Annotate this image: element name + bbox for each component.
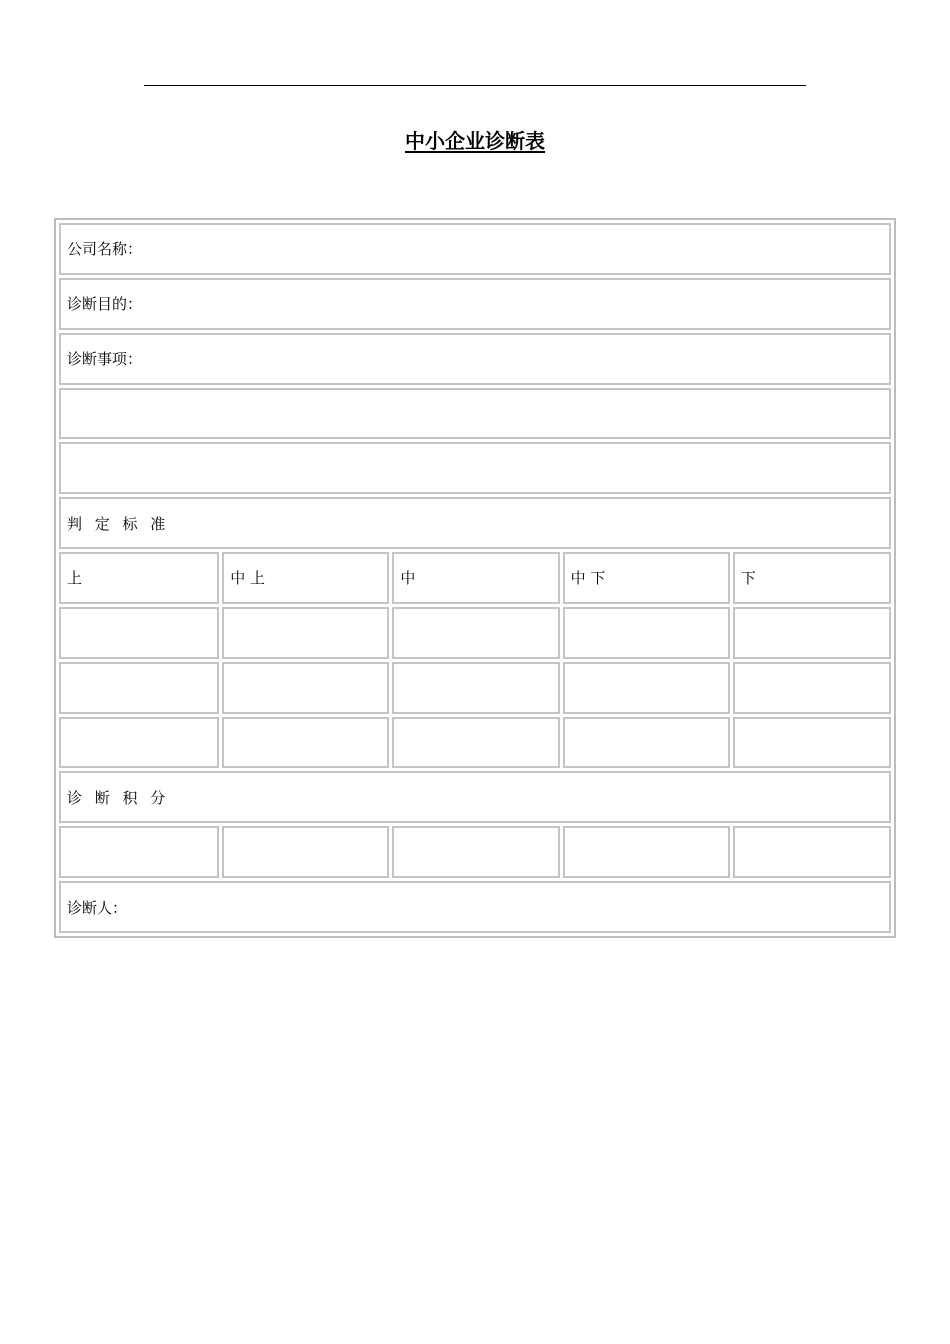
criteria-entry-row: [59, 662, 891, 714]
criteria-cell[interactable]: [392, 662, 559, 714]
criteria-level-middle: 中: [392, 552, 559, 604]
criteria-levels-row: [59, 552, 891, 604]
score-cell[interactable]: [733, 826, 891, 878]
diagnostician-field[interactable]: [59, 881, 891, 933]
purpose-field[interactable]: [59, 278, 891, 330]
criteria-entry-row: [59, 717, 891, 769]
items-field[interactable]: [59, 333, 891, 385]
criteria-level-upper-middle: 中 上: [222, 552, 389, 604]
criteria-entry-row: [59, 607, 891, 659]
blank-field[interactable]: [59, 388, 891, 440]
criteria-level-upper: 上: [59, 552, 219, 604]
criteria-cell[interactable]: [563, 607, 730, 659]
criteria-cell[interactable]: [733, 717, 891, 769]
items-label: 诊断事项：: [67, 350, 143, 369]
form-row-purpose: [59, 278, 891, 330]
company-name-field[interactable]: [59, 223, 891, 275]
form-row-criteria-header: [59, 497, 891, 549]
form-row-items: [59, 333, 891, 385]
score-cell[interactable]: [222, 826, 389, 878]
company-name-label: 公司名称：: [67, 240, 143, 259]
criteria-cell[interactable]: [733, 607, 891, 659]
criteria-level-lower: 下: [733, 552, 891, 604]
purpose-label: 诊断目的：: [67, 295, 143, 314]
score-entry-row: [59, 826, 891, 878]
criteria-cell[interactable]: [392, 607, 559, 659]
criteria-cell[interactable]: [222, 662, 389, 714]
criteria-cell[interactable]: [392, 717, 559, 769]
criteria-cell[interactable]: [563, 662, 730, 714]
criteria-cell[interactable]: [222, 607, 389, 659]
criteria-cell[interactable]: [59, 717, 219, 769]
document-title: 中小企业诊断表: [405, 129, 545, 153]
score-label: 诊 断 积 分: [59, 771, 891, 823]
blank-field[interactable]: [59, 442, 891, 494]
criteria-cell[interactable]: [59, 607, 219, 659]
score-cell[interactable]: [392, 826, 559, 878]
criteria-cell[interactable]: [563, 717, 730, 769]
score-cell[interactable]: [563, 826, 730, 878]
header-rule: [144, 85, 806, 86]
criteria-level-lower-middle: 中 下: [563, 552, 730, 604]
criteria-cell[interactable]: [59, 662, 219, 714]
criteria-label: 判 定 标 准: [59, 497, 891, 549]
criteria-cell[interactable]: [733, 662, 891, 714]
form-row-blank: [59, 388, 891, 440]
diagnostician-label: 诊断人：: [67, 898, 128, 917]
form-row-diagnostician: [59, 881, 891, 933]
form-row-blank: [59, 442, 891, 494]
diagnosis-form-table: [54, 218, 896, 938]
criteria-cell[interactable]: [222, 717, 389, 769]
form-row-score-header: [59, 771, 891, 823]
form-row-company: [59, 223, 891, 275]
score-cell[interactable]: [59, 826, 219, 878]
